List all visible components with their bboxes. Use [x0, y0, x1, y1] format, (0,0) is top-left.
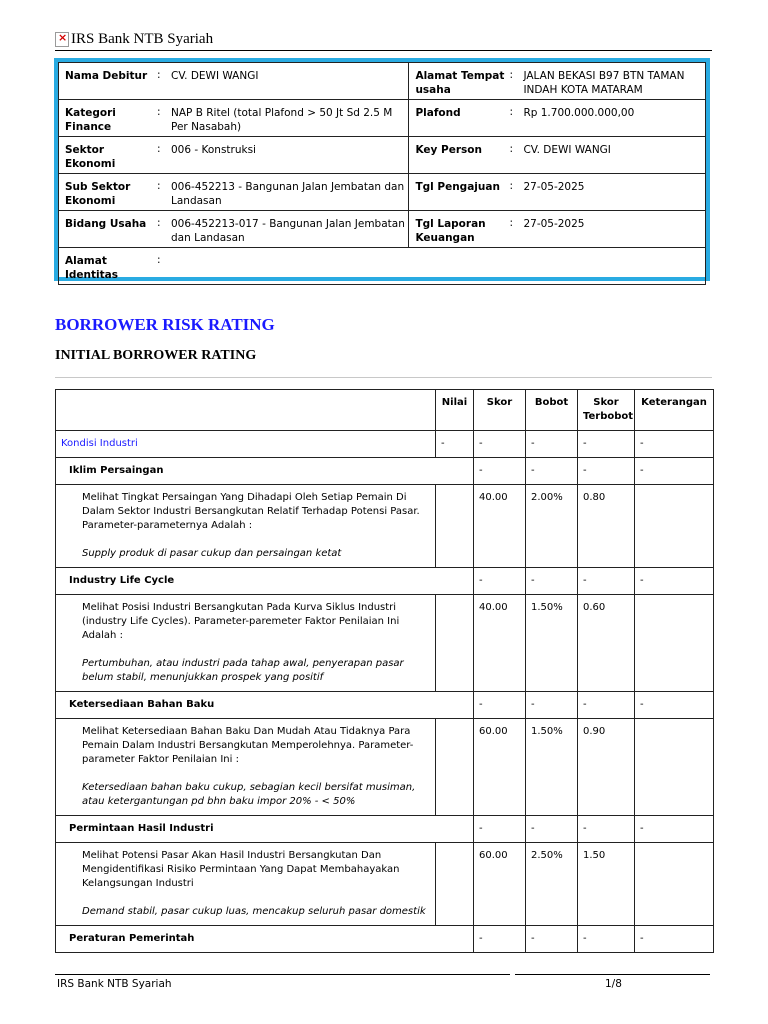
info-label: Tgl Laporan Keuangan — [415, 218, 486, 244]
info-value: CV. DEWI WANGI — [523, 144, 611, 156]
criteria-description: Melihat Tingkat Persaingan Yang Dihadapi Oleh Setiap Pemain Di Dalam Sektor Industri Bersangkutan Relatif Terhadap Potensi Pasar. Parameter-parameternya Adalah : — [82, 492, 420, 531]
criteria-answer: Pertumbuhan, atau industri pada tahap awal, penyerapan pasar belum stabil, menunjukkan prospek yang positif — [82, 658, 404, 683]
info-value: 27-05-2025 — [523, 181, 585, 193]
info-label: Sub Sektor Ekonomi — [65, 181, 131, 207]
debtor-info-box — [54, 58, 710, 281]
section-row: Kondisi Industri - - - - - — [56, 431, 714, 458]
subsection-title: INITIAL BORROWER RATING — [55, 348, 257, 363]
info-row: Sektor Ekonomi : 006 - Konstruksi Key Person : CV. DEWI WANGI — [59, 137, 706, 174]
category-name: Ketersediaan Bahan Baku — [56, 692, 474, 719]
section-title: BORROWER RISK RATING — [55, 315, 275, 334]
category-row: Permintaan Hasil Industri - - - - — [56, 816, 714, 843]
criteria-answer: Demand stabil, pasar cukup luas, mencakup seluruh pasar domestik — [82, 906, 426, 917]
info-value: 006-452213 - Bangunan Jalan Jembatan dan Landasan — [171, 181, 405, 207]
info-value: NAP B Ritel (total Plafond > 50 Jt Sd 2.5 M Per Nasabah) — [171, 107, 393, 133]
info-row: Bidang Usaha : 006-452213-017 - Bangunan Jalan Jembatan dan Landasan Tgl Laporan Keuangan : 27-05-2025 — [59, 211, 706, 248]
category-row: Peraturan Pemerintah - - - - — [56, 926, 714, 953]
info-value: 006 - Konstruksi — [171, 144, 256, 156]
info-row: Sub Sektor Ekonomi : 006-452213 - Bangunan Jalan Jembatan dan Landasan Tgl Pengajuan : 27-05-2025 — [59, 174, 706, 211]
info-value: JALAN BEKASI B97 BTN TAMAN INDAH KOTA MATARAM — [523, 70, 685, 96]
info-label: Nama Debitur — [65, 70, 148, 82]
category-name: Peraturan Pemerintah — [56, 926, 474, 953]
criteria-description: Melihat Ketersediaan Bahan Baku Dan Mudah Atau Tidaknya Para Pemain Dalam Industri Bersangkutan Memperolehnya. Parameter-parameter Faktor Penilaian Ini : — [82, 726, 414, 765]
info-row: Kategori Finance : NAP B Ritel (total Plafond > 50 Jt Sd 2.5 M Per Nasabah) Plafond : Rp 1.700.000.000,00 — [59, 100, 706, 137]
info-label: Key Person — [415, 144, 482, 156]
info-label: Alamat Identitas — [65, 255, 118, 281]
detail-row: Melihat Potensi Pasar Akan Hasil Industri Bersangkutan Dan Mengidentifikasi Risiko Permintaan Yang Dapat Membahayakan Kelangsungan Industri Demand stabil, pasar cukup luas, mencakup seluruh pasar domestik 60.00 2.50% 1.50 — [56, 843, 714, 926]
criteria-answer: Ketersediaan bahan baku cukup, sebagian kecil bersifat musiman, atau ketergantungan pd bhn baku impor 20% - < 50% — [82, 782, 416, 807]
info-value: CV. DEWI WANGI — [171, 70, 259, 82]
info-row: Nama Debitur : CV. DEWI WANGI Alamat Tempat usaha : JALAN BEKASI B97 BTN TAMAN INDAH KOTA MATARAM — [59, 63, 706, 100]
criteria-answer: Supply produk di pasar cukup dan persaingan ketat — [82, 548, 342, 559]
info-value: 006-452213-017 - Bangunan Jalan Jembatan dan Landasan — [171, 218, 405, 244]
header-nilai: Nilai — [436, 390, 474, 431]
category-name: Industry Life Cycle — [56, 568, 474, 595]
detail-row: Melihat Posisi Industri Bersangkutan Pada Kurva Siklus Industri (industry Life Cycles). Parameter-paremeter Faktor Penilaian Ini Adalah : Pertumbuhan, atau industri pada tahap awal, penyerapan pasar belum stabil, menunjukkan prospek yang positif 40.00 1.50% 0.60 — [56, 595, 714, 692]
footer-title: IRS Bank NTB Syariah — [57, 978, 172, 990]
criteria-description: Melihat Posisi Industri Bersangkutan Pada Kurva Siklus Industri (industry Life Cycles). Parameter-paremeter Faktor Penilaian Ini Adalah : — [82, 602, 400, 641]
info-label: Kategori Finance — [65, 107, 116, 133]
info-label: Alamat Tempat usaha — [415, 70, 505, 96]
section-name: Kondisi Industri — [56, 431, 436, 458]
info-label: Sektor Ekonomi — [65, 144, 116, 170]
category-name: Iklim Persaingan — [56, 458, 474, 485]
info-label: Plafond — [415, 107, 461, 119]
divider — [55, 377, 712, 378]
info-value: 27-05-2025 — [523, 218, 585, 230]
rating-table — [55, 389, 714, 953]
header-skor-terbobot: Skor Terbobot — [578, 390, 635, 431]
page-number: 1/8 — [605, 978, 622, 990]
debtor-info-table — [58, 62, 706, 285]
header-skor: Skor — [474, 390, 526, 431]
info-row: Alamat Identitas : — [59, 248, 706, 285]
header-keterangan: Keterangan — [635, 390, 714, 431]
info-label: Bidang Usaha — [65, 218, 147, 230]
detail-row: Melihat Tingkat Persaingan Yang Dihadapi Oleh Setiap Pemain Di Dalam Sektor Industri Bersangkutan Relatif Terhadap Potensi Pasar. Parameter-parameternya Adalah : Supply produk di pasar cukup dan persaingan ketat 40.00 2.00% 0.80 — [56, 485, 714, 568]
category-row: Industry Life Cycle - - - - — [56, 568, 714, 595]
category-name: Permintaan Hasil Industri — [56, 816, 474, 843]
info-label: Tgl Pengajuan — [415, 181, 500, 193]
footer-divider — [515, 974, 710, 975]
footer-divider — [55, 974, 510, 975]
page-header — [55, 30, 712, 51]
category-row: Ketersediaan Bahan Baku - - - - — [56, 692, 714, 719]
detail-row: Melihat Ketersediaan Bahan Baku Dan Mudah Atau Tidaknya Para Pemain Dalam Industri Bersangkutan Memperolehnya. Parameter-parameter Faktor Penilaian Ini : Ketersediaan bahan baku cukup, sebagian kecil bersifat musiman, atau ketergantungan pd bhn baku impor 20% - < 50% 60.00 1.50% 0.90 — [56, 719, 714, 816]
header-title: IRS Bank NTB Syariah — [71, 31, 214, 47]
category-row: Iklim Persaingan - - - - — [56, 458, 714, 485]
table-header-row — [56, 390, 714, 431]
criteria-description: Melihat Potensi Pasar Akan Hasil Industri Bersangkutan Dan Mengidentifikasi Risiko Permintaan Yang Dapat Membahayakan Kelangsungan Industri — [82, 850, 400, 889]
info-value: Rp 1.700.000.000,00 — [523, 107, 635, 119]
broken-image-icon: × — [55, 32, 69, 47]
header-bobot: Bobot — [526, 390, 578, 431]
